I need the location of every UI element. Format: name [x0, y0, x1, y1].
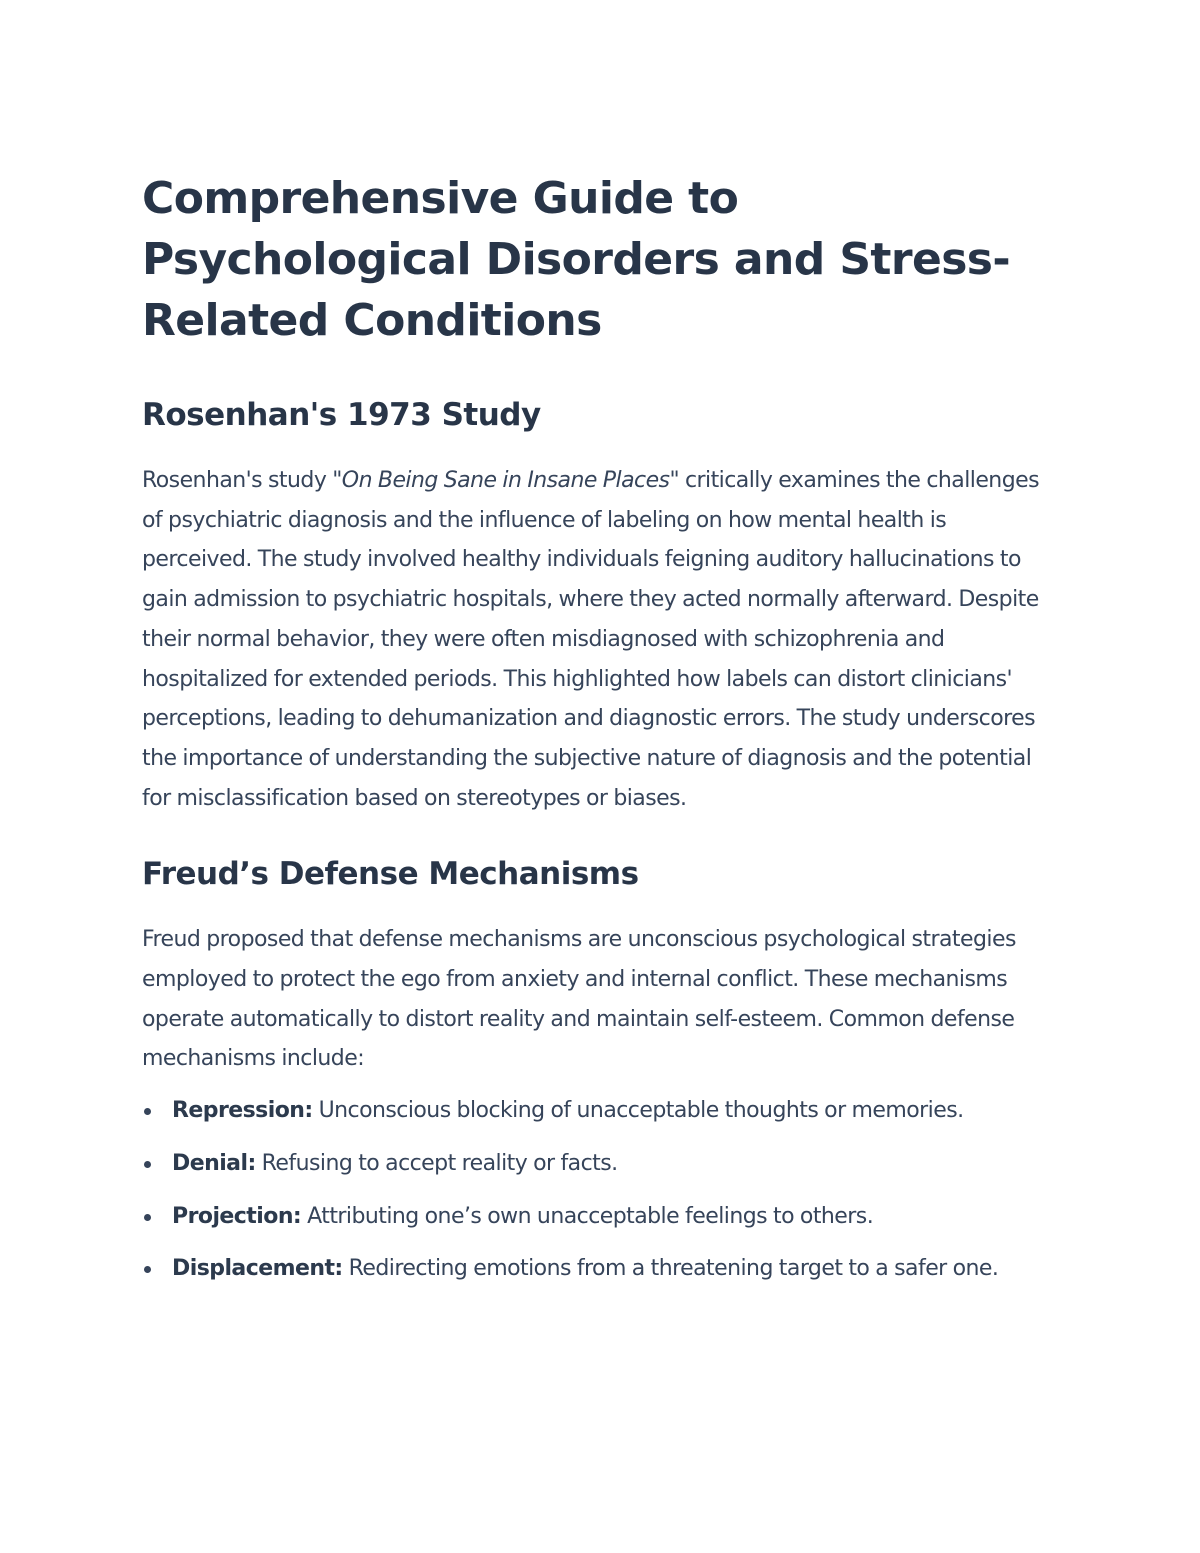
bullet-text: Redirecting emotions from a threatening target to a safer one.	[342, 1256, 999, 1282]
list-item	[142, 1197, 1057, 1237]
bullet-term: Displacement:	[172, 1256, 343, 1282]
document-title: Comprehensive Guide to Psychological Disorders and Stress-Related Conditions	[142, 173, 1011, 346]
bullet-dot-icon	[144, 1214, 151, 1221]
rosenhan-paragraph	[142, 461, 1057, 818]
bullet-text: Refusing to accept reality or facts.	[255, 1150, 618, 1176]
list-item	[142, 1091, 1057, 1131]
section-heading-rosenhan: Rosenhan's 1973 Study	[142, 397, 541, 433]
bullet-term: Repression:	[172, 1098, 313, 1124]
list-item	[142, 1249, 1057, 1289]
rosenhan-paragraph-body: critically examines the challenges of psychiatric diagnosis and the influence of labeling on how mental health is perceived. The study involved healthy individuals feigning auditory hallucinations to gain admission to psychiatric hospitals, where they acted normally afterward. Despite their normal behavior, they were often misdiagnosed with schizophrenia and hospitalized for extended periods. This highlighted how labels can distort clinicians' perceptions, leading to dehumanization and diagnostic errors. The study underscores the importance of understanding the subjective nature of diagnosis and the potential for misclassification based on stereotypes or biases.	[142, 468, 1040, 811]
bullet-text: Unconscious blocking of unacceptable thoughts or memories.	[312, 1098, 964, 1124]
bullet-text: Attributing one’s own unacceptable feelings to others.	[301, 1203, 874, 1229]
freud-paragraph: Freud proposed that defense mechanisms are unconscious psychological strategies employed to protect the ego from anxiety and internal conflict. These mechanisms operate automatically to distort reality and maintain self-esteem. Common defense mechanisms include:	[142, 927, 1016, 1072]
defense-mechanisms-list	[142, 1091, 1057, 1289]
bullet-term: Denial:	[172, 1150, 256, 1176]
bullet-dot-icon	[144, 1161, 151, 1168]
bullet-dot-icon	[144, 1266, 151, 1273]
rosenhan-paragraph-lead: Rosenhan's study	[142, 468, 333, 493]
study-title-italic: "On Being Sane in Insane Places"	[332, 468, 680, 493]
document-page	[142, 168, 1057, 1302]
section-heading-freud: Freud’s Defense Mechanisms	[142, 856, 639, 893]
list-item	[142, 1144, 1057, 1184]
bullet-dot-icon	[144, 1108, 151, 1115]
bullet-term: Projection:	[172, 1203, 302, 1229]
